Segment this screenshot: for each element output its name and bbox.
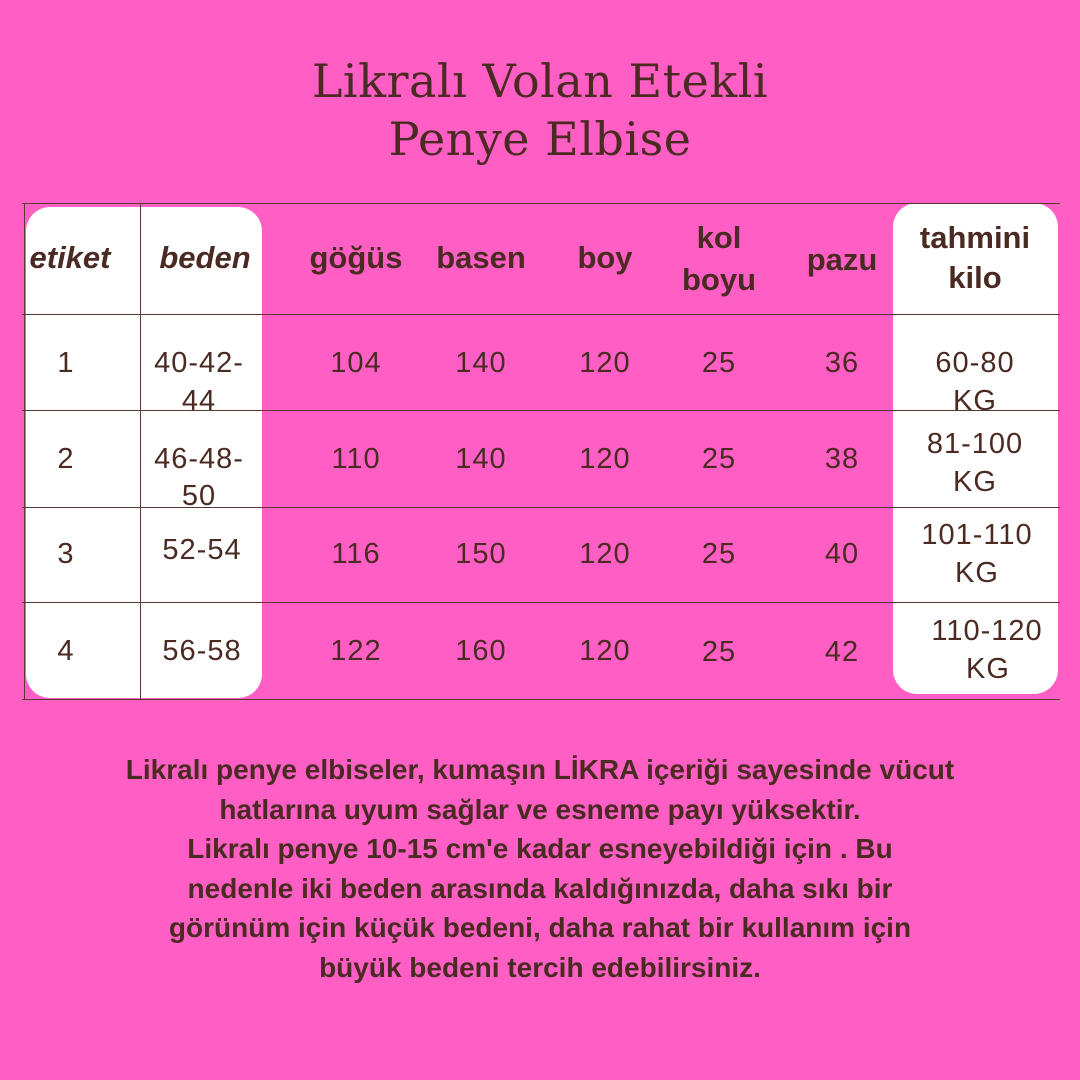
- table-rule: [22, 699, 1060, 700]
- cell-beden-cont: 44: [181, 385, 217, 417]
- cell-beden: 56-58: [162, 635, 242, 667]
- cell-boy: 120: [579, 443, 631, 475]
- header-etiket: etiket: [29, 240, 111, 275]
- cell-kol: 25: [701, 636, 737, 668]
- cell-kilo-unit: KG: [955, 557, 999, 589]
- cell-etiket: 4: [57, 635, 75, 667]
- cell-basen: 150: [455, 538, 507, 570]
- header-kilo-2: kilo: [948, 260, 1002, 295]
- table-rule: [22, 602, 1060, 603]
- cell-beden-cont: 50: [181, 480, 217, 512]
- cell-pazu: 38: [824, 443, 860, 475]
- header-pazu: pazu: [806, 242, 878, 277]
- cell-basen: 160: [455, 635, 507, 667]
- cell-pazu: 40: [824, 538, 860, 570]
- cell-kilo: 81-100: [926, 428, 1024, 460]
- header-beden: beden: [159, 240, 251, 275]
- description-text: [40, 750, 1040, 987]
- cell-boy: 120: [579, 538, 631, 570]
- cell-kol: 25: [701, 538, 737, 570]
- cell-kilo: 110-120: [931, 615, 1043, 647]
- description-line: görünüm için küçük bedeni, daha rahat bir kullanım için: [168, 912, 912, 943]
- cell-etiket: 2: [57, 443, 75, 475]
- cell-beden: 40-42-: [154, 347, 244, 379]
- cell-pazu: 42: [824, 636, 860, 668]
- header-basen: basen: [436, 240, 526, 275]
- cell-beden: 46-48-: [154, 443, 244, 475]
- description-line: Likralı penye 10-15 cm'e kadar esneyebildiği için . Bu: [187, 833, 893, 864]
- description-line: büyük bedeni tercih edebilirsiniz.: [319, 951, 761, 983]
- cell-beden: 52-54: [162, 534, 242, 566]
- cell-kilo: 60-80: [935, 347, 1015, 379]
- cell-kol: 25: [701, 347, 737, 379]
- description-line: nedenle iki beden arasında kaldığınızda, daha sıkı bir: [187, 872, 893, 904]
- cell-gogus: 122: [330, 635, 382, 667]
- page-title: [0, 52, 1080, 168]
- cell-etiket: 1: [57, 347, 75, 379]
- cell-kilo-unit: KG: [953, 466, 997, 498]
- header-boy: boy: [577, 240, 633, 275]
- header-gogus: göğüs: [309, 240, 403, 275]
- cell-basen: 140: [455, 347, 507, 379]
- cell-gogus: 104: [330, 347, 382, 379]
- cell-basen: 140: [455, 443, 507, 475]
- description-line: hatlarına uyum sağlar ve esneme payı yüksektir.: [219, 793, 861, 825]
- cell-etiket: 3: [57, 538, 75, 570]
- cell-kilo-unit: KG: [953, 385, 997, 417]
- cell-boy: 120: [579, 347, 631, 379]
- cell-kilo-unit: KG: [966, 653, 1010, 685]
- table-rule: [22, 203, 1060, 204]
- cell-gogus: 116: [331, 538, 381, 570]
- cell-boy: 120: [579, 635, 631, 667]
- cell-kol: 25: [701, 443, 737, 475]
- cell-pazu: 36: [824, 347, 860, 379]
- header-kilo-1: tahmini: [919, 220, 1031, 255]
- header-kol-2: boyu: [681, 262, 757, 297]
- table-rule: [22, 314, 1060, 315]
- title-line-2: Penye Elbise: [388, 112, 692, 166]
- cell-kilo: 101-110: [921, 519, 1033, 551]
- description-line: Likralı penye elbiseler, kumaşın LİKRA içeriği sayesinde vücut: [125, 754, 955, 785]
- title-line-1: Likralı Volan Etekli: [311, 54, 769, 108]
- cell-gogus: 110: [331, 443, 381, 475]
- header-kol-1: kol: [696, 220, 742, 255]
